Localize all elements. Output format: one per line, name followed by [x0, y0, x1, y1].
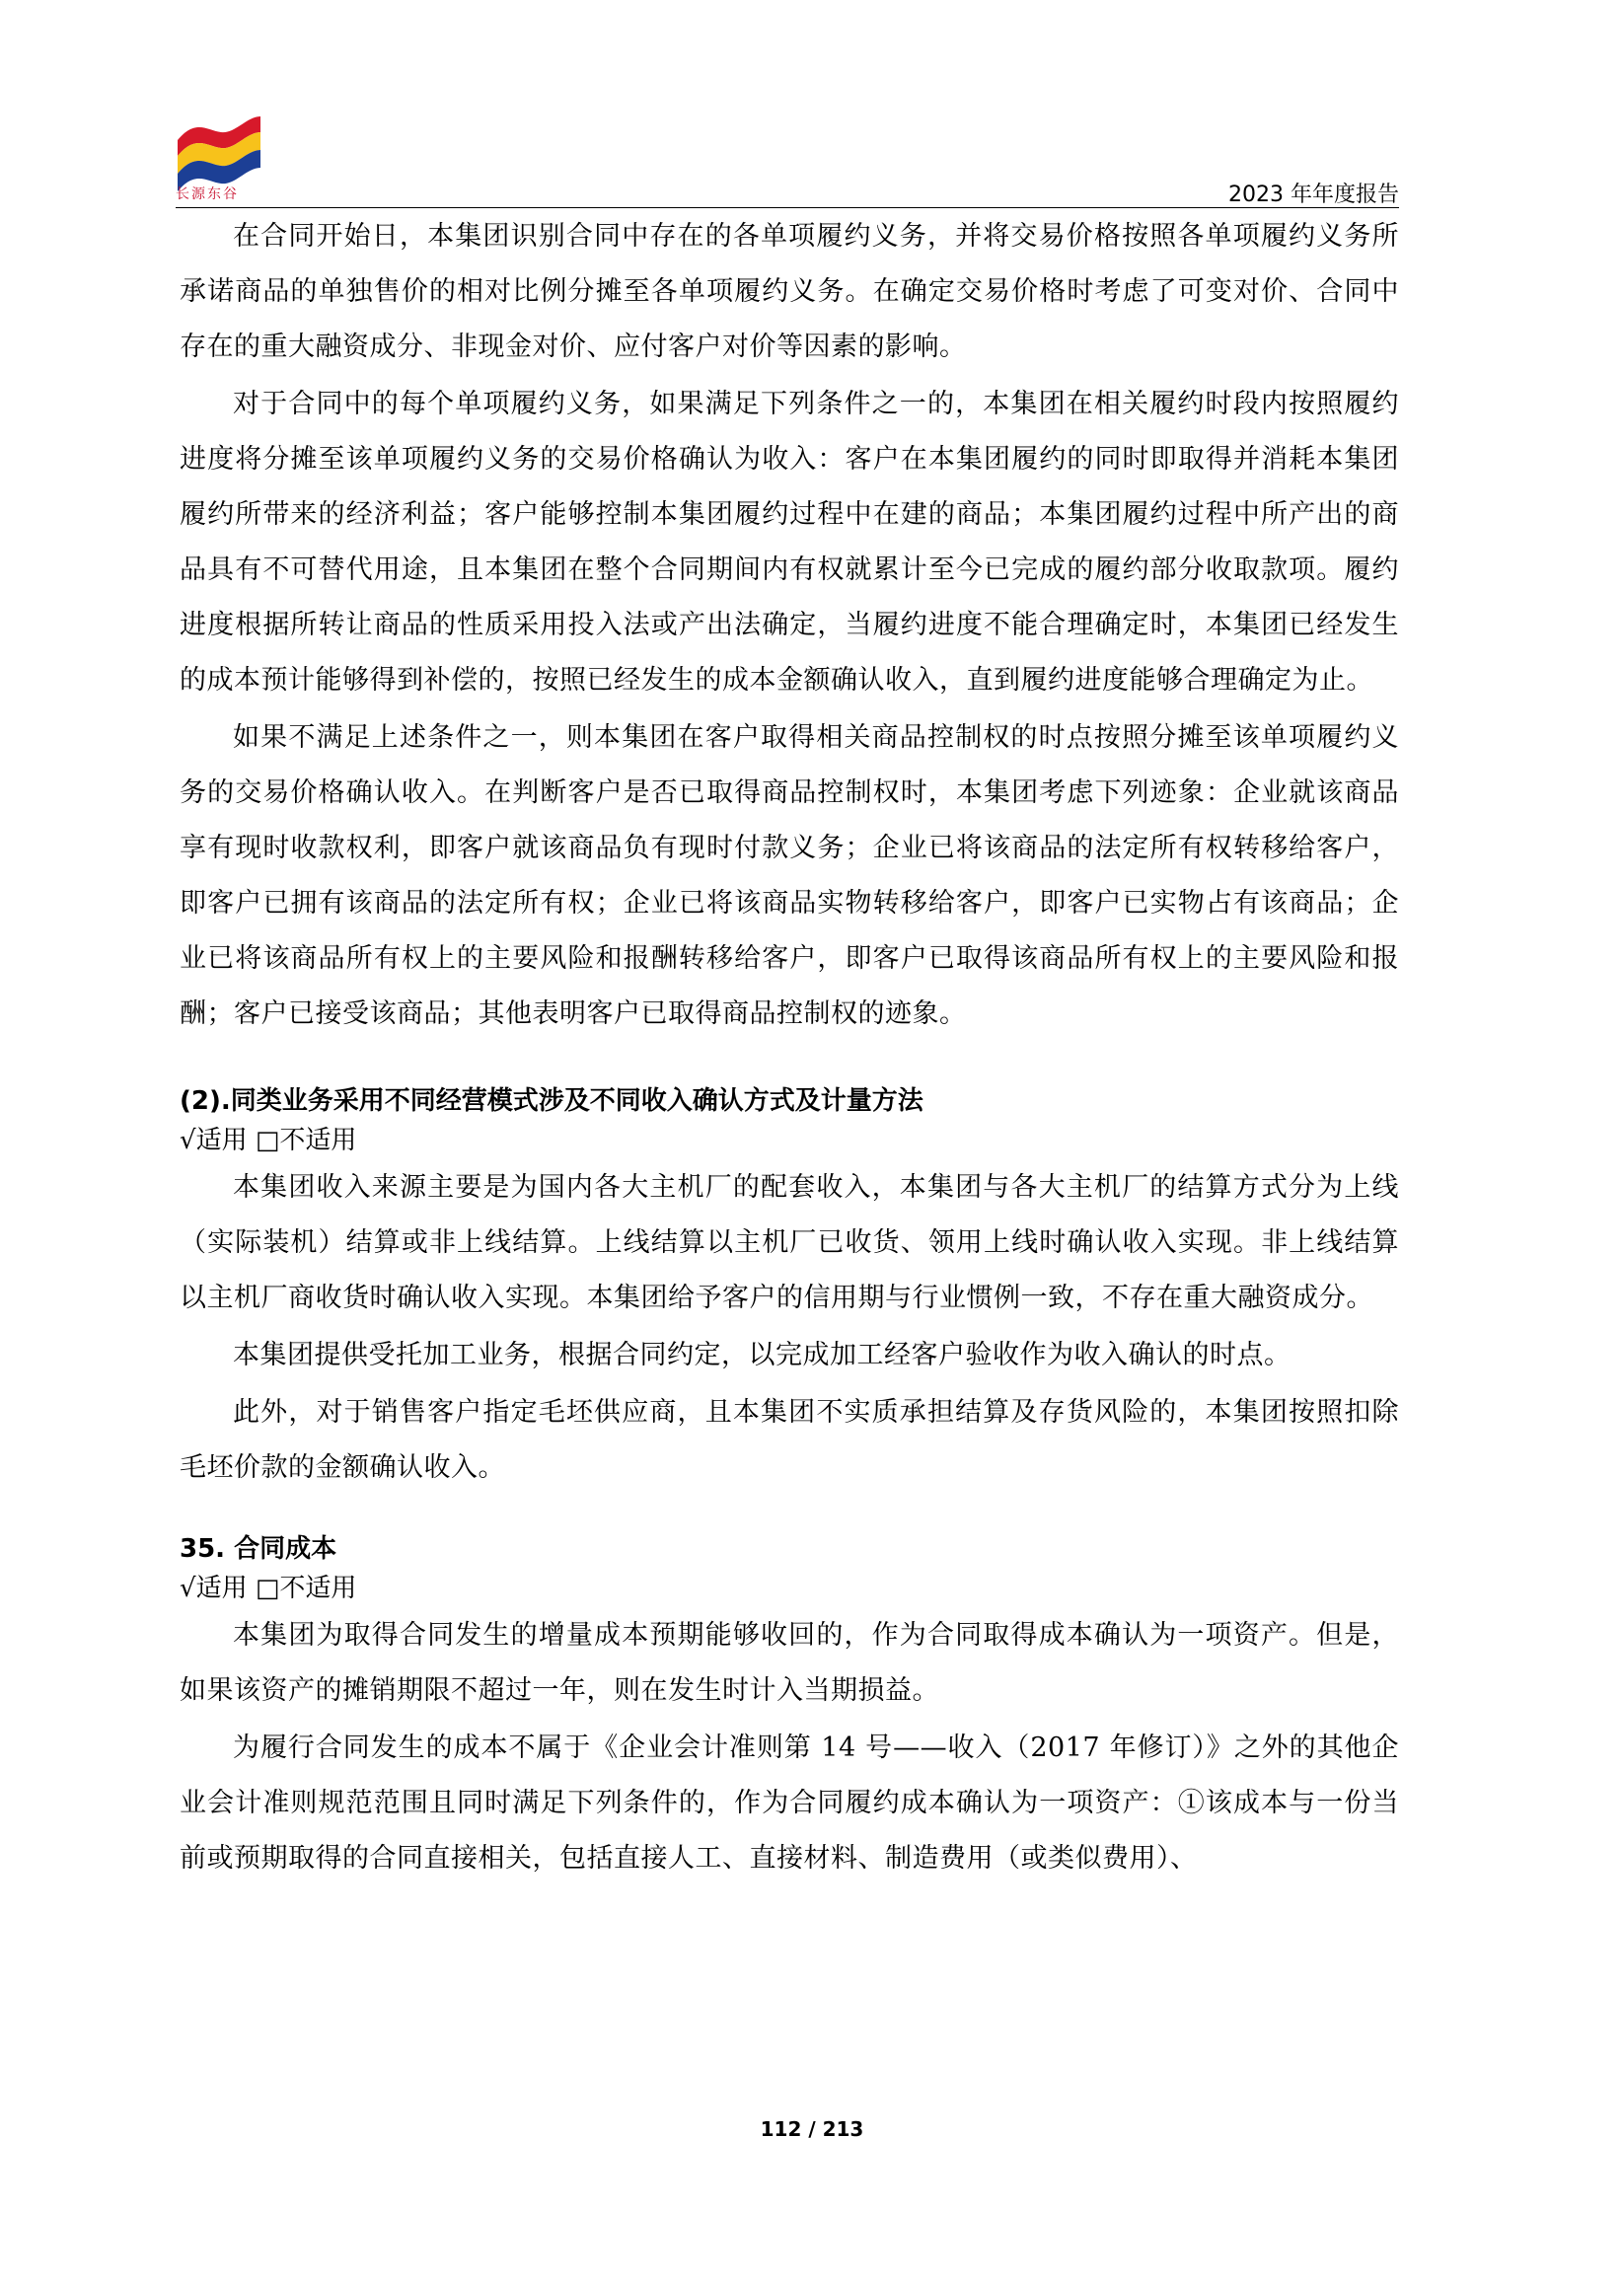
- paragraph: 在合同开始日，本集团识别合同中存在的各单项履约义务，并将交易价格按照各单项履约义务所承诺商品的单独售价的相对比例分摊至各单项履约义务。在确定交易价格时考虑了可变对价、合同中存在的重大融资成分、非现金对价、应付客户对价等因素的影响。: [180, 221, 1399, 362]
- header-divider: [176, 207, 1399, 208]
- section-heading: 35. 合同成本: [180, 1534, 337, 1564]
- applicability-indicator: √适用 □不适用: [180, 1126, 357, 1155]
- paragraph: 本集团收入来源主要是为国内各大主机厂的配套收入，本集团与各大主机厂的结算方式分为上线（实际装机）结算或非上线结算。上线结算以主机厂已收货、领用上线时确认收入实现。非上线结算以主机厂商收货时确认收入实现。本集团给予客户的信用期与行业惯例一致，不存在重大融资成分。: [180, 1172, 1399, 1313]
- report-title: 2023 年年度报告: [1228, 183, 1399, 207]
- paragraph: 为履行合同发生的成本不属于《企业会计准则第 14 号——收入（2017 年修订）》之外的其他企业会计准则规范范围且同时满足下列条件的，作为合同履约成本确认为一项资产：①该成本与一份当前或预期取得的合同直接相关，包括直接人工、直接材料、制造费用（或类似费用）、: [180, 1732, 1399, 1874]
- paragraph: 对于合同中的每个单项履约义务，如果满足下列条件之一的，本集团在相关履约时段内按照履约进度将分摊至该单项履约义务的交易价格确认为收入：客户在本集团履约的同时即取得并消耗本集团履约所带来的经济利益；客户能够控制本集团履约过程中在建的商品；本集团履约过程中所产出的商品具有不可替代用途，且本集团在整个合同期间内有权就累计至今已完成的履约部分收取款项。履约进度根据所转让商品的性质采用投入法或产出法确定，当履约进度不能合理确定时，本集团已经发生的成本预计能够得到补偿的，按照已经发生的成本金额确认收入，直到履约进度能够合理确定为止。: [180, 389, 1399, 696]
- paragraph: 如果不满足上述条件之一，则本集团在客户取得相关商品控制权的时点按照分摊至该单项履约义务的交易价格确认收入。在判断客户是否已取得商品控制权时，本集团考虑下列迹象：企业就该商品享有现时收款权利，即客户就该商品负有现时付款义务；企业已将该商品的法定所有权转移给客户，即客户已拥有该商品的法定所有权；企业已将该商品实物转移给客户，即客户已实物占有该商品；企业已将该商品所有权上的主要风险和报酬转移给客户，即客户已取得该商品所有权上的主要风险和报酬；客户已接受该商品；其他表明客户已取得商品控制权的迹象。: [180, 722, 1399, 1029]
- section-heading: (2).同类业务采用不同经营模式涉及不同收入确认方式及计量方法: [180, 1086, 923, 1116]
- spacer: [180, 1044, 1399, 1081]
- page-content: [180, 209, 1399, 1888]
- page-number: 112 / 213: [760, 2117, 864, 2141]
- logo-text: 长源东谷: [176, 186, 239, 202]
- applicability-indicator: √适用 □不适用: [180, 1574, 357, 1603]
- paragraph: 本集团为取得合同发生的增量成本预期能够收回的，作为合同取得成本确认为一项资产。但是，如果该资产的摊销期限不超过一年，则在发生时计入当期损益。: [180, 1620, 1399, 1706]
- paragraph: 本集团提供受托加工业务，根据合同约定，以完成加工经客户验收作为收入确认的时点。: [233, 1340, 1292, 1370]
- paragraph: 此外，对于销售客户指定毛坯供应商，且本集团不实质承担结算及存货风险的，本集团按照扣除毛坯价款的金额确认收入。: [180, 1397, 1399, 1483]
- spacer: [180, 1498, 1399, 1529]
